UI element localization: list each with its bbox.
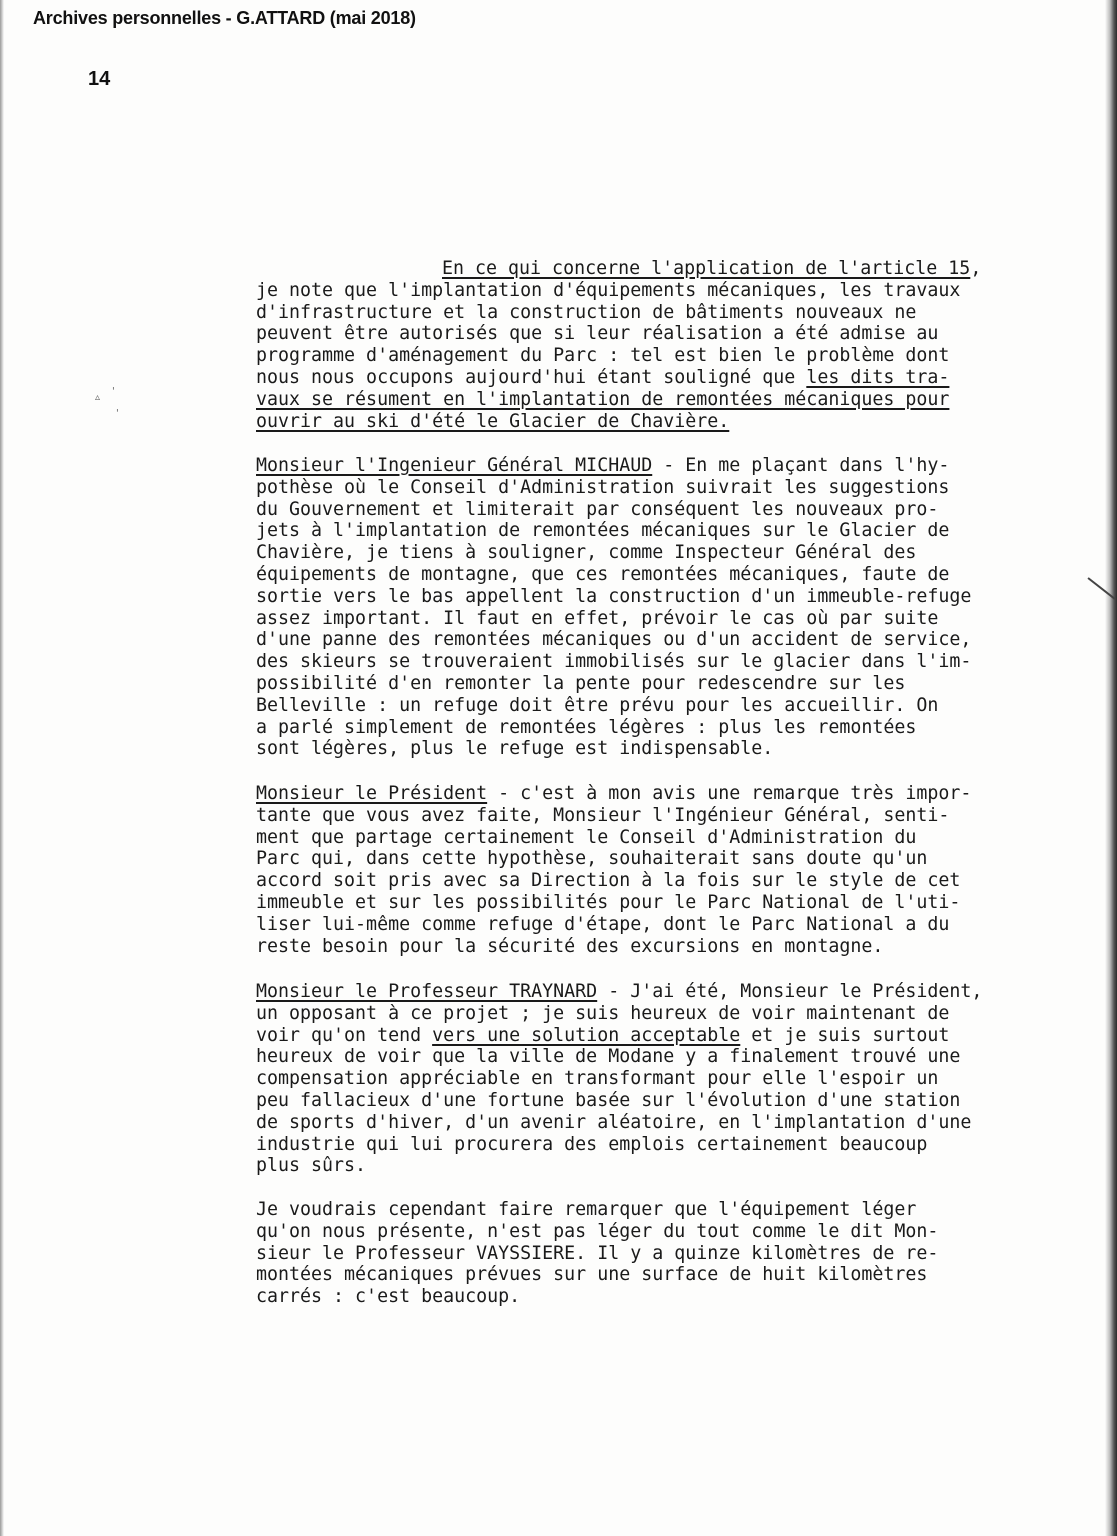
underlined-text: vers une solution acceptable — [432, 1024, 741, 1046]
text-line — [256, 892, 960, 914]
archive-header-label: Archives personnelles - G.ATTARD (mai 2018) — [33, 8, 416, 28]
text-line — [256, 323, 938, 345]
text-line — [256, 345, 949, 367]
text-line — [256, 1264, 927, 1286]
underlined-text: vaux se résument en l'implantation de remontées mécaniques pour — [256, 388, 950, 410]
text-run: peuvent être autorisés que si leur réalisation a été admise au — [256, 323, 939, 345]
text-line — [256, 870, 960, 892]
text-line — [256, 827, 916, 849]
underlined-text: ouvrir au ski d'été le Glacier de Chavière. — [256, 410, 730, 432]
text-run: ment que partage certainement le Conseil d'Administration du — [256, 826, 917, 848]
text-line — [256, 302, 916, 324]
text-run: compensation appréciable en transformant pour elle l'espoir un — [256, 1068, 939, 1090]
text-run: assez important. Il faut en effet, prévoir le cas où par suite — [256, 607, 939, 629]
text-run: Chavière, je tiens à souligner, comme Inspecteur Général des — [256, 542, 917, 564]
text-run: possibilité d'en remonter la pente pour redescendre sur les — [256, 673, 906, 694]
text-line — [256, 673, 905, 695]
text-line — [256, 1003, 949, 1025]
text-line — [256, 586, 971, 608]
text-line — [256, 1221, 938, 1243]
text-line — [256, 738, 773, 760]
text-line — [256, 848, 927, 870]
text-line — [256, 1199, 916, 1221]
text-run: Parc qui, dans cette hypothèse, souhaiterait sans doute qu'un — [256, 848, 928, 870]
text-line — [256, 1068, 938, 1090]
text-line — [256, 1243, 938, 1265]
page-number: 14 — [88, 68, 111, 90]
text-line — [256, 477, 949, 499]
text-line — [256, 1112, 971, 1134]
text-line — [442, 258, 981, 280]
text-run: voir qu'on tend — [256, 1024, 433, 1046]
text-run: d'infrastructure et la construction de bâtiments nouveaux ne — [256, 301, 917, 323]
scan-left-edge-shadow — [0, 0, 4, 1536]
text-run: nous nous occupons aujourd'hui étant souligné que — [256, 367, 807, 388]
text-line — [256, 564, 949, 586]
text-run: je note que l'implantation d'équipements mécaniques, les travaux — [256, 279, 961, 301]
text-run: du Gouvernement et limiterait par conséquent les nouveaux pro- — [256, 498, 939, 520]
text-run: - J'ai été, Monsieur le Président, — [597, 981, 983, 1002]
text-line — [256, 1134, 927, 1156]
text-run: un opposant à ce projet ; je suis heureux de voir maintenant de — [256, 1002, 950, 1024]
text-line — [256, 717, 916, 739]
text-run: accord soit pris avec sa Direction à la fois sur le style de cet — [256, 870, 961, 892]
text-line — [256, 389, 949, 411]
text-run: carrés : c'est beaucoup. — [256, 1286, 521, 1308]
margin-speck-mark: ' — [116, 408, 119, 419]
margin-speck-mark: ' — [112, 386, 115, 397]
scan-right-edge-shadow — [1105, 0, 1117, 1536]
text-run: et je suis surtout — [740, 1024, 950, 1046]
text-line — [256, 1155, 366, 1177]
text-run: des skieurs se trouveraient immobilisés sur le glacier dans l'im- — [256, 651, 972, 673]
text-run: - c'est à mon avis une remarque très impor- — [487, 783, 972, 804]
text-run: sortie vers le bas appellent la construction d'un immeuble-refuge — [256, 585, 972, 607]
text-run: montées mécaniques prévues sur une surface de huit kilomètres — [256, 1264, 928, 1286]
text-run: a parlé simplement de remontées légères : plus les remontées — [256, 716, 917, 738]
text-line — [256, 520, 949, 542]
text-line — [256, 695, 938, 717]
underlined-text: les dits tra- — [806, 367, 950, 388]
text-run: qu'on nous présente, n'est pas léger du tout comme le dit Mon- — [256, 1220, 939, 1242]
text-run: plus sûrs. — [256, 1155, 367, 1177]
text-run: équipements de montagne, que ces remontées mécaniques, faute de — [256, 564, 950, 585]
text-run: pothèse où le Conseil d'Administration suivrait les suggestions — [256, 476, 950, 498]
text-line — [256, 367, 949, 389]
text-line — [256, 499, 938, 521]
text-line — [256, 936, 883, 958]
text-line — [256, 651, 971, 673]
underlined-text: Monsieur le Président — [256, 783, 488, 804]
text-run: industrie qui lui procurera des emplois certainement beaucoup — [256, 1133, 928, 1155]
text-line — [256, 1090, 960, 1112]
text-line — [256, 914, 949, 936]
text-line — [256, 280, 960, 302]
text-line — [256, 981, 982, 1003]
text-run: d'une panne des remontées mécaniques ou d'un accident de service, — [256, 629, 972, 651]
text-run: , — [970, 258, 982, 279]
text-run: liser lui-même comme refuge d'étape, dont le Parc National a du — [256, 913, 950, 935]
text-line — [256, 608, 938, 630]
text-run: - En me plaçant dans l'hy- — [652, 455, 950, 476]
text-run: sont légères, plus le refuge est indispensable. — [256, 738, 774, 760]
text-run: peu fallacieux d'une fortune basée sur l'évolution d'une station — [256, 1090, 961, 1111]
text-run: immeuble et sur les possibilités pour le Parc National de l'uti- — [256, 892, 961, 913]
text-line — [256, 1046, 960, 1068]
text-run: sieur le Professeur VAYSSIERE. Il y a quinze kilomètres de re- — [256, 1242, 939, 1264]
text-run: heureux de voir que la ville de Modane y a finalement trouvé une — [256, 1046, 961, 1068]
text-run: Belleville : un refuge doit être prévu pour les accueillir. On — [256, 694, 939, 716]
text-run: tante que vous avez faite, Monsieur l'Ingénieur Général, senti- — [256, 804, 950, 826]
margin-speck-mark: ▵ — [95, 392, 101, 403]
text-line — [256, 542, 916, 564]
underlined-text: En ce qui concerne l'application de l'article 15 — [442, 258, 971, 279]
text-line — [256, 411, 729, 433]
text-line — [256, 1286, 520, 1308]
text-line — [256, 783, 971, 805]
text-run: programme d'aménagement du Parc : tel est bien le problème dont — [256, 345, 950, 367]
text-line — [256, 629, 971, 651]
text-run: Je voudrais cependant faire remarquer que l'équipement léger — [256, 1199, 917, 1220]
text-run: reste besoin pour la sécurité des excursions en montagne. — [256, 935, 884, 957]
text-run: de sports d'hiver, d'un avenir aléatoire, en l'implantation d'une — [256, 1111, 972, 1133]
text-line — [256, 805, 949, 827]
text-line — [256, 455, 949, 477]
text-run: jets à l'implantation de remontées mécaniques sur le Glacier de — [256, 520, 950, 542]
text-line — [256, 1025, 949, 1047]
underlined-text: Monsieur le Professeur TRAYNARD — [256, 981, 598, 1002]
underlined-text: Monsieur l'Ingenieur Général MICHAUD — [256, 455, 653, 476]
